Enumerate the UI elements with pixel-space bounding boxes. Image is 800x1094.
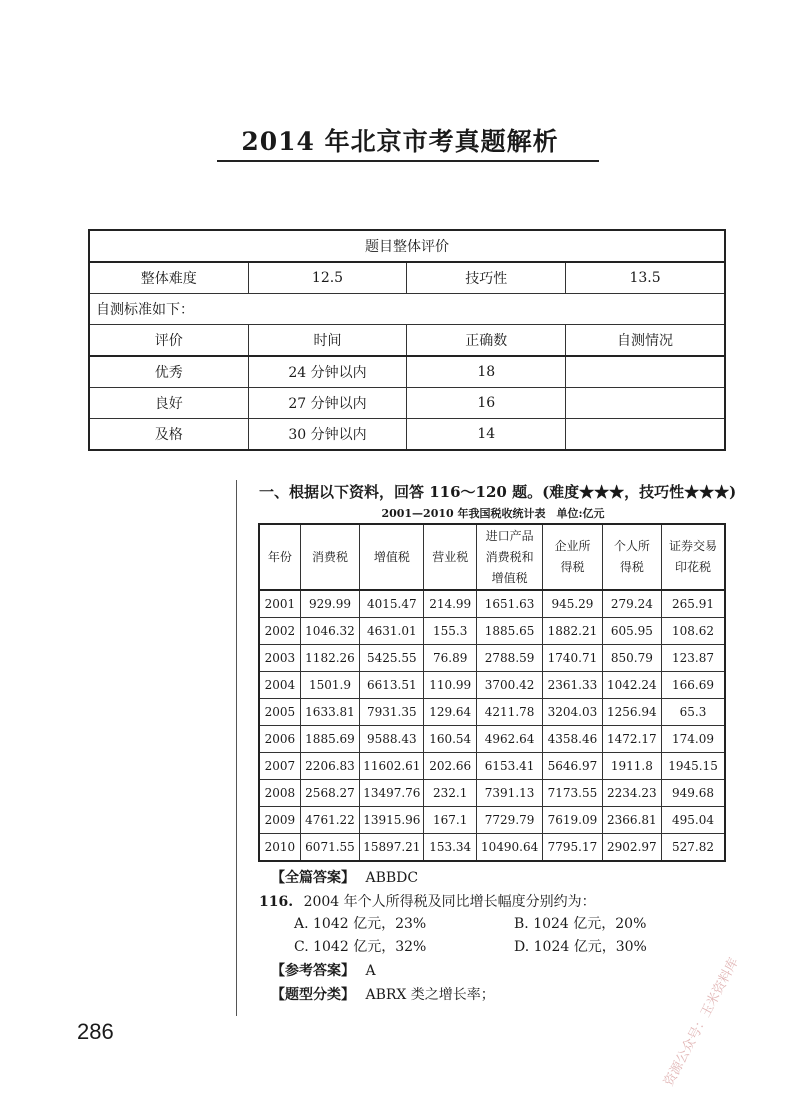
criteria-row bbox=[89, 356, 725, 388]
value-cell: 1885.69 bbox=[300, 726, 359, 753]
value-cell: 4761.22 bbox=[300, 807, 359, 834]
grade-cell: 良好 bbox=[89, 388, 248, 419]
value-cell: 4962.64 bbox=[476, 726, 542, 753]
table-row bbox=[259, 780, 725, 807]
year-cell: 2005 bbox=[259, 699, 300, 726]
value-cell: 265.91 bbox=[662, 590, 725, 618]
value-cell: 7173.55 bbox=[543, 780, 602, 807]
value-cell: 2902.97 bbox=[602, 834, 661, 862]
value-cell: 11602.61 bbox=[360, 753, 424, 780]
value-cell: 2206.83 bbox=[300, 753, 359, 780]
value-cell: 3204.03 bbox=[543, 699, 602, 726]
value-cell: 5425.55 bbox=[360, 645, 424, 672]
value-cell: 5646.97 bbox=[543, 753, 602, 780]
year-cell: 2001 bbox=[259, 590, 300, 618]
value-cell: 1885.65 bbox=[476, 618, 542, 645]
page-title: 2014 年北京市考真题解析 bbox=[241, 127, 559, 156]
value-cell: 4015.47 bbox=[360, 590, 424, 618]
value-cell: 202.66 bbox=[424, 753, 476, 780]
value-cell: 7391.13 bbox=[476, 780, 542, 807]
value-cell: 167.1 bbox=[424, 807, 476, 834]
table-row bbox=[259, 645, 725, 672]
tax-header-line: 年份 bbox=[267, 549, 292, 564]
value-cell: 527.82 bbox=[662, 834, 725, 862]
margin-rule bbox=[236, 480, 237, 1016]
year-cell: 2006 bbox=[259, 726, 300, 753]
value-cell: 4631.01 bbox=[360, 618, 424, 645]
time-cell: 30 分钟以内 bbox=[248, 419, 407, 451]
value-cell: 7729.79 bbox=[476, 807, 542, 834]
value-cell: 232.1 bbox=[424, 780, 476, 807]
tax-header-cell bbox=[476, 524, 542, 590]
question-type-value: ABRX 类之增长率； bbox=[365, 987, 495, 1003]
reference-answer bbox=[271, 960, 376, 980]
value-cell: 2568.27 bbox=[300, 780, 359, 807]
tax-header-line: 得税 bbox=[619, 560, 644, 574]
value-cell: 110.99 bbox=[424, 672, 476, 699]
value-cell: 129.64 bbox=[424, 699, 476, 726]
value-cell: 15897.21 bbox=[360, 834, 424, 862]
option-a: A. 1042 亿元，23% bbox=[294, 916, 427, 932]
value-cell: 6153.41 bbox=[476, 753, 542, 780]
value-cell: 13497.76 bbox=[360, 780, 424, 807]
question-116 bbox=[259, 891, 596, 911]
section-heading: 一、根据以下资料，回答 116～120 题。(难度★★★，技巧性★★★) bbox=[259, 483, 737, 501]
all-answers-label: 【全篇答案】 bbox=[271, 870, 355, 886]
all-answers-value: ABBDC bbox=[365, 870, 419, 886]
tax-header-line: 企业所 bbox=[554, 539, 591, 553]
tax-table bbox=[258, 523, 726, 862]
value-cell: 1042.24 bbox=[602, 672, 661, 699]
self-cell bbox=[566, 419, 725, 451]
tax-table-body bbox=[259, 590, 725, 861]
correct-cell: 16 bbox=[407, 388, 566, 419]
value-cell: 6071.55 bbox=[300, 834, 359, 862]
time-cell: 27 分钟以内 bbox=[248, 388, 407, 419]
question-type-label: 【题型分类】 bbox=[271, 987, 355, 1003]
tax-header-cell bbox=[602, 524, 661, 590]
header-correct: 正确数 bbox=[407, 325, 566, 357]
criteria-note: 自测标准如下： bbox=[89, 294, 725, 325]
option-c: C. 1042 亿元，32% bbox=[294, 939, 427, 955]
self-cell bbox=[566, 388, 725, 419]
value-cell: 7931.35 bbox=[360, 699, 424, 726]
year-cell: 2003 bbox=[259, 645, 300, 672]
value-cell: 123.87 bbox=[662, 645, 725, 672]
correct-cell: 14 bbox=[407, 419, 566, 451]
table-row bbox=[259, 699, 725, 726]
watermark-text: 资源公众号：玉米资料库 bbox=[661, 955, 742, 1089]
table-row bbox=[259, 726, 725, 753]
value-cell: 10490.64 bbox=[476, 834, 542, 862]
tax-header-cell bbox=[300, 524, 359, 590]
tax-header-cell bbox=[424, 524, 476, 590]
value-cell: 1501.9 bbox=[300, 672, 359, 699]
tax-header-line: 增值税 bbox=[491, 570, 528, 585]
table-row bbox=[259, 834, 725, 862]
tax-header-line: 个人所 bbox=[613, 539, 650, 553]
value-cell: 949.68 bbox=[662, 780, 725, 807]
tax-table-header bbox=[259, 524, 725, 590]
value-cell: 174.09 bbox=[662, 726, 725, 753]
value-cell: 1651.63 bbox=[476, 590, 542, 618]
value-cell: 153.34 bbox=[424, 834, 476, 862]
value-cell: 945.29 bbox=[543, 590, 602, 618]
tax-table-caption: 2001—2010 年我国税收统计表 单位:亿元 bbox=[381, 507, 605, 520]
value-cell: 1882.21 bbox=[543, 618, 602, 645]
table-row bbox=[259, 753, 725, 780]
reference-answer-label: 【参考答案】 bbox=[271, 963, 355, 979]
value-cell: 2788.59 bbox=[476, 645, 542, 672]
tax-header-cell bbox=[662, 524, 725, 590]
value-cell: 1472.17 bbox=[602, 726, 661, 753]
all-answers bbox=[271, 867, 418, 887]
value-cell: 1633.81 bbox=[300, 699, 359, 726]
header-time: 时间 bbox=[248, 325, 407, 357]
value-cell: 13915.96 bbox=[360, 807, 424, 834]
value-cell: 160.54 bbox=[424, 726, 476, 753]
tax-header-line: 消费税 bbox=[311, 549, 348, 564]
value-cell: 7795.17 bbox=[543, 834, 602, 862]
evaluation-caption: 题目整体评价 bbox=[89, 230, 725, 262]
title-underline bbox=[217, 160, 599, 162]
difficulty-label: 整体难度 bbox=[89, 262, 248, 294]
value-cell: 155.3 bbox=[424, 618, 476, 645]
value-cell: 929.99 bbox=[300, 590, 359, 618]
grade-cell: 及格 bbox=[89, 419, 248, 451]
value-cell: 2366.81 bbox=[602, 807, 661, 834]
value-cell: 1911.8 bbox=[602, 753, 661, 780]
year-cell: 2004 bbox=[259, 672, 300, 699]
tax-header-line: 增值税 bbox=[373, 549, 410, 564]
value-cell: 65.3 bbox=[662, 699, 725, 726]
grade-cell: 优秀 bbox=[89, 356, 248, 388]
value-cell: 1046.32 bbox=[300, 618, 359, 645]
value-cell: 9588.43 bbox=[360, 726, 424, 753]
value-cell: 1945.15 bbox=[662, 753, 725, 780]
table-row bbox=[259, 807, 725, 834]
option-b: B. 1024 亿元，20% bbox=[514, 916, 647, 932]
year-cell: 2008 bbox=[259, 780, 300, 807]
table-row bbox=[259, 590, 725, 618]
tax-header-line: 营业税 bbox=[432, 549, 469, 564]
value-cell: 279.24 bbox=[602, 590, 661, 618]
value-cell: 1182.26 bbox=[300, 645, 359, 672]
self-cell bbox=[566, 356, 725, 388]
value-cell: 7619.09 bbox=[543, 807, 602, 834]
value-cell: 850.79 bbox=[602, 645, 661, 672]
header-grade: 评价 bbox=[89, 325, 248, 357]
value-cell: 605.95 bbox=[602, 618, 661, 645]
value-cell: 6613.51 bbox=[360, 672, 424, 699]
reference-answer-value: A bbox=[365, 963, 376, 979]
tax-header-cell bbox=[259, 524, 300, 590]
question-number: 116. bbox=[259, 894, 294, 910]
year-cell: 2010 bbox=[259, 834, 300, 862]
year-cell: 2007 bbox=[259, 753, 300, 780]
value-cell: 2234.23 bbox=[602, 780, 661, 807]
year-cell: 2009 bbox=[259, 807, 300, 834]
value-cell: 166.69 bbox=[662, 672, 725, 699]
tax-header-line: 进口产品 bbox=[485, 528, 534, 543]
table-row bbox=[259, 618, 725, 645]
value-cell: 2361.33 bbox=[543, 672, 602, 699]
value-cell: 108.62 bbox=[662, 618, 725, 645]
value-cell: 4211.78 bbox=[476, 699, 542, 726]
option-d: D. 1024 亿元，30% bbox=[514, 939, 647, 955]
value-cell: 3700.42 bbox=[476, 672, 542, 699]
table-row bbox=[259, 672, 725, 699]
header-self: 自测情况 bbox=[566, 325, 725, 357]
value-cell: 214.99 bbox=[424, 590, 476, 618]
question-type bbox=[271, 984, 495, 1004]
value-cell: 4358.46 bbox=[543, 726, 602, 753]
tax-header-cell bbox=[360, 524, 424, 590]
correct-cell: 18 bbox=[407, 356, 566, 388]
value-cell: 1256.94 bbox=[602, 699, 661, 726]
tax-header-cell bbox=[543, 524, 602, 590]
page-number: 286 bbox=[77, 1019, 114, 1044]
tax-header-line: 印花税 bbox=[675, 560, 712, 574]
question-text: 2004 年个人所得税及同比增长幅度分别约为： bbox=[303, 894, 596, 910]
criteria-row bbox=[89, 419, 725, 451]
tax-header-line: 消费税和 bbox=[485, 549, 534, 564]
evaluation-table bbox=[88, 229, 726, 451]
tax-header-line: 证券交易 bbox=[669, 539, 718, 553]
difficulty-value: 12.5 bbox=[248, 262, 407, 294]
time-cell: 24 分钟以内 bbox=[248, 356, 407, 388]
value-cell: 76.89 bbox=[424, 645, 476, 672]
tax-header-line: 得税 bbox=[560, 560, 585, 574]
value-cell: 495.04 bbox=[662, 807, 725, 834]
criteria-row bbox=[89, 388, 725, 419]
value-cell: 1740.71 bbox=[543, 645, 602, 672]
skill-label: 技巧性 bbox=[407, 262, 566, 294]
skill-value: 13.5 bbox=[566, 262, 725, 294]
year-cell: 2002 bbox=[259, 618, 300, 645]
